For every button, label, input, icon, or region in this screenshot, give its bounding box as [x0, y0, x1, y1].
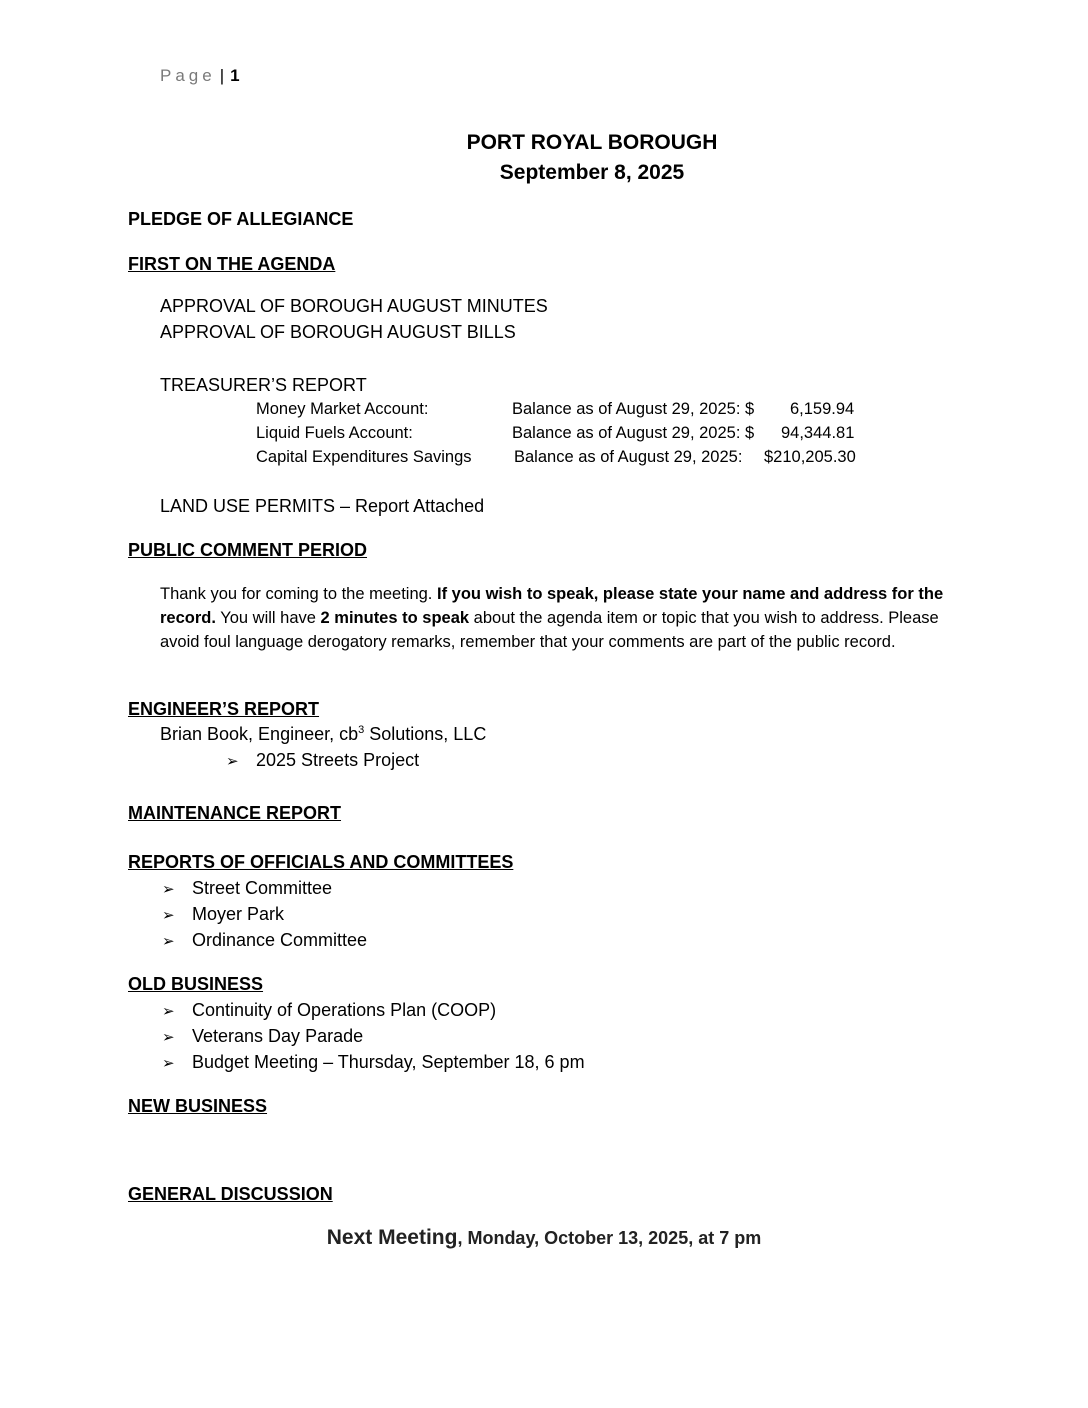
- account-balance-label: Balance as of August 29, 2025:: [514, 448, 743, 466]
- list-item: ➢ Veterans Day Parade: [162, 1026, 364, 1046]
- account-amount: 94,344.81: [781, 424, 855, 442]
- engineer-line: Brian Book, Engineer, $cb^3$ Solutions, LLC: [160, 724, 487, 744]
- officials-heading: REPORTS OF OFFICIALS AND COMMITTEES: [128, 852, 514, 872]
- document-title: PORT ROYAL BOROUGH: [466, 131, 718, 154]
- next-meeting: [0, 1226, 1088, 1250]
- pledge-heading: PLEDGE OF ALLEGIANCE: [128, 209, 354, 229]
- account-name: Liquid Fuels Account:: [256, 424, 413, 442]
- list-item: ➢ Continuity of Operations Plan (COOP): [162, 1000, 497, 1020]
- account-balance-label: Balance as of August 29, 2025: $: [512, 400, 755, 418]
- maintenance-heading: MAINTENANCE REPORT: [128, 803, 342, 823]
- list-item: ➢ Ordinance Committee: [162, 930, 368, 950]
- page-number: 1: [230, 66, 240, 85]
- arrow-bullet-icon: ➢: [162, 1029, 175, 1046]
- list-item: ➢ Moyer Park: [162, 904, 285, 924]
- arrow-bullet-icon: ➢: [162, 1055, 175, 1072]
- next-meeting-label: Next Meeting: [326, 1226, 458, 1249]
- list-item: ➢ 2025 Streets Project: [226, 750, 420, 770]
- agenda-item: APPROVAL OF BOROUGH AUGUST BILLS: [160, 322, 516, 342]
- arrow-bullet-icon: ➢: [226, 753, 239, 770]
- account-amount: 6,159.94: [790, 400, 855, 418]
- arrow-bullet-icon: ➢: [162, 933, 175, 950]
- general-discussion-heading: GENERAL DISCUSSION: [128, 1184, 333, 1204]
- treasurer-heading: TREASURER’S REPORT: [160, 375, 367, 395]
- agenda-item: APPROVAL OF BOROUGH AUGUST MINUTES: [160, 296, 548, 316]
- engineer-heading: ENGINEER’S REPORT: [128, 699, 320, 719]
- list-item: ➢ Street Committee: [162, 878, 333, 898]
- next-meeting-details: , Monday, October 13, 2025, at 7 pm: [457, 1228, 762, 1248]
- list-item: ➢ Budget Meeting – Thursday, September 18, 6 pm: [162, 1052, 585, 1072]
- page-word: Page: [160, 66, 216, 85]
- land-use-permits: LAND USE PERMITS – Report Attached: [160, 496, 485, 516]
- document-date: September 8, 2025: [499, 161, 685, 184]
- account-name: Money Market Account:: [256, 400, 429, 418]
- public-comment-text: Thank you for coming to the meeting. If you wish to speak, please state your name and address for the record. You will have 2 minutes to speak about the agenda item or topic that you wish to address. Please avoid foul language derogatory remarks, remember that your comments are part of the public record.: [160, 585, 944, 651]
- account-balance-label: Balance as of August 29, 2025: $: [512, 424, 755, 442]
- arrow-bullet-icon: ➢: [162, 1003, 175, 1020]
- arrow-bullet-icon: ➢: [162, 881, 175, 898]
- account-amount: $210,205.30: [764, 448, 856, 466]
- account-name: Capital Expenditures Savings: [256, 448, 472, 466]
- public-comment-heading: PUBLIC COMMENT PERIOD: [128, 540, 368, 560]
- old-business-heading: OLD BUSINESS: [128, 974, 264, 994]
- page-header: Page | 1: [160, 66, 240, 85]
- new-business-heading: NEW BUSINESS: [128, 1096, 268, 1116]
- first-on-agenda-heading: FIRST ON THE AGENDA: [128, 254, 336, 274]
- arrow-bullet-icon: ➢: [162, 907, 175, 924]
